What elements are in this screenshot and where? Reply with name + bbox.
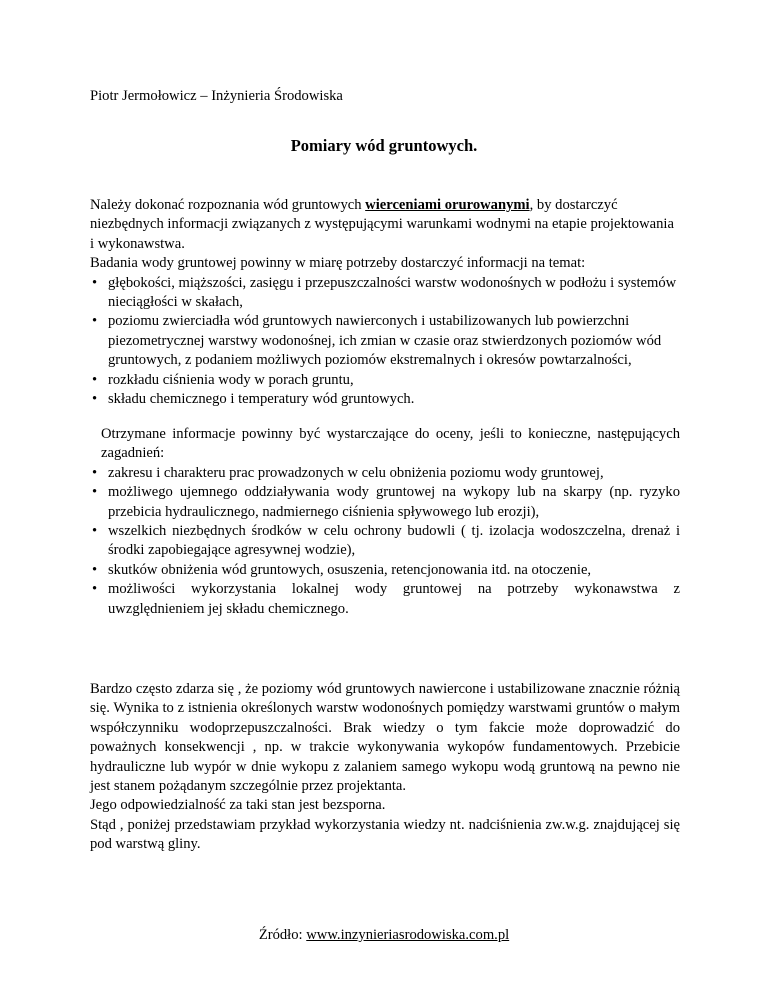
assessment-intro: Otrzymane informacje powinny być wystarczające do oceny, jeśli to konieczne, następujących zagadnień:: [101, 426, 680, 462]
lead-text-before: Należy dokonać rozpoznania wód gruntowych: [90, 197, 366, 213]
list-item: • skutków obniżenia wód gruntowych, osuszenia, retencjonowania itd. na otoczenie,: [90, 561, 680, 580]
lead-emphasis: wierceniami orurowanymi: [365, 197, 530, 213]
section-groundwater-survey: [90, 196, 680, 409]
page-title: Pomiary wód gruntowych.: [290, 136, 478, 155]
section-assessment-issues: [90, 425, 680, 619]
list-item: • wszelkich niezbędnych środków w celu ochrony budowli ( tj. izolacja wodoszczelna, drenaż i środki zapobiegające agresywnej wodzie),: [90, 522, 680, 561]
lead-text-after: , by dostarczyć niezbędnych informacji związanych z występującymi warunkami wodnymi na etapie projektowania i wykonawstwa.: [90, 197, 674, 252]
list-item: • głębokości, miąższości, zasięgu i przepuszczalności warstw wodonośnych w podłożu i systemów nieciągłości w skałach,: [90, 274, 680, 313]
responsibility-line: Jego odpowiedzialność za taki stan jest bezsporna.: [90, 797, 386, 814]
assessment-issues-list: [90, 464, 680, 619]
author-header: Piotr Jermołowicz – Inżynieria Środowiska: [90, 88, 343, 104]
example-intro-line: Stąd , poniżej przedstawiam przykład wykorzystania wiedzy nt. nadciśnienia zw.w.g. znajdującej się pod warstwą gliny.: [90, 816, 680, 853]
research-topics-list: [90, 274, 680, 410]
section-discussion: [90, 680, 680, 855]
source-link[interactable]: www.inzynieriasrodowiska.com.pl: [306, 927, 510, 943]
list-item: • składu chemicznego i temperatury wód gruntowych.: [90, 390, 680, 409]
list-item: • możliwości wykorzystania lokalnej wody gruntowej na potrzeby wykonawstwa z uwzględnieniem jej składu chemicznego.: [90, 580, 680, 619]
lead-paragraph: [90, 196, 680, 254]
list-item: • rozkładu ciśnienia wody w porach gruntu,: [90, 371, 680, 390]
discussion-paragraph: Bardzo często zdarza się , że poziomy wód gruntowych nawiercone i ustabilizowane znacznie różnią się. Wynika to z istnienia określonych warstw wodonośnych pomiędzy warstwami gruntów o małym współczynniku wodoprzepuszczalności. Brak wiedzy o tym fakcie może doprowadzić do poważnych konsekwencji , np. w trakcie wykonywania wykopów fundamentowych. Przebicie hydrauliczne lub wypór w dnie wykopu z zalaniem samego wykopu wodą gruntową na pewno nie jest stanem pożądanym szczególnie przez projektanta.: [90, 681, 680, 795]
list-item: • zakresu i charakteru prac prowadzonych w celu obniżenia poziomu wody gruntowej,: [90, 464, 680, 483]
source-label: Źródło:: [258, 927, 307, 943]
list-item: • możliwego ujemnego oddziaływania wody gruntowej na wykopy lub na skarpy (np. ryzyko przebicia hydraulicznego, nadmiernego ciśnienia spływowego lub erozji),: [90, 483, 680, 522]
list-item: • poziomu zwierciadła wód gruntowych nawierconych i ustabilizowanych lub powierzchni piezometrycznej warstwy wodonośnej, ich zmian w czasie oraz stwierdzonych poziomów wód gruntowych, z podaniem możliwych poziomów ekstremalnych i okresów powtarzalności,: [90, 312, 680, 370]
source-footer: [0, 926, 768, 945]
research-intro: Badania wody gruntowej powinny w miarę potrzeby dostarczyć informacji na temat:: [90, 255, 586, 272]
